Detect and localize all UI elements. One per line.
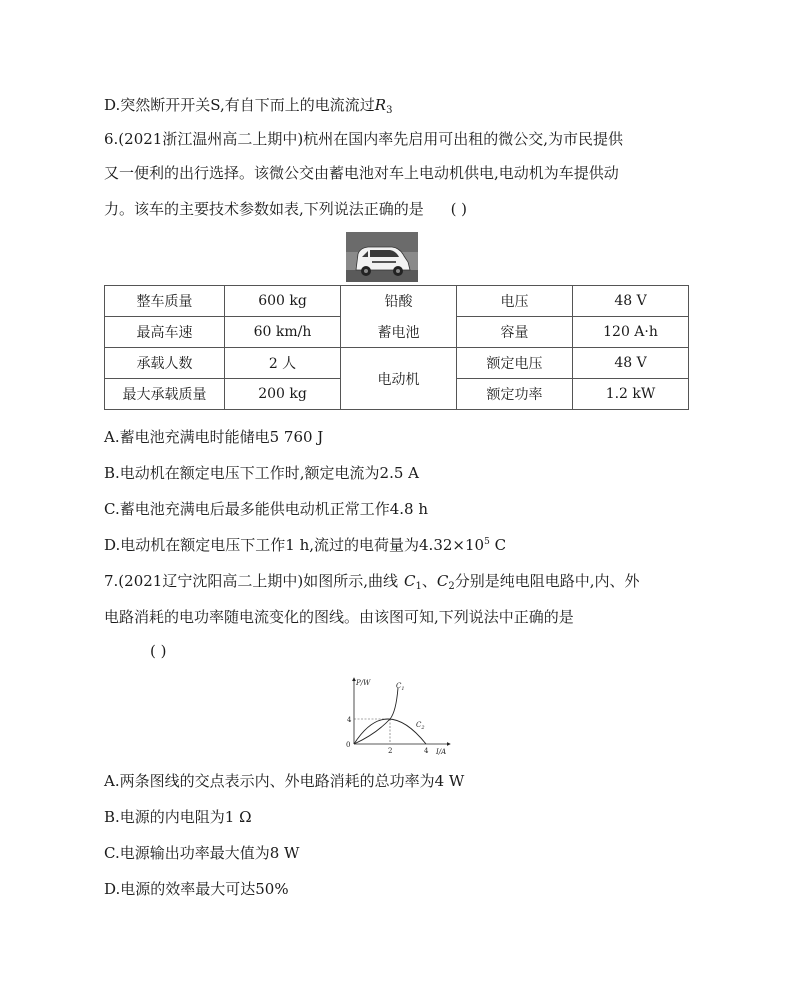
table-cell: 整车质量 <box>105 286 225 317</box>
table-cell: 铅酸 <box>341 286 457 317</box>
table-cell: 蓄电池 <box>341 317 457 348</box>
table-cell: 60 km/h <box>225 317 341 348</box>
q7-option-c: C.电源输出功率最大值为8 W <box>104 844 300 862</box>
table-cell: 额定电压 <box>457 348 573 379</box>
x-tick-label: 2 <box>388 747 393 755</box>
q6-option-a: A.蓄电池充满电时能储电5 760 J <box>104 428 324 446</box>
table-cell: 2 人 <box>225 348 341 379</box>
table-cell: 600 kg <box>225 286 341 317</box>
table-cell: 承载人数 <box>105 348 225 379</box>
q7-option-b: B.电源的内电阻为1 Ω <box>104 808 252 826</box>
table-cell: 48 V <box>573 286 689 317</box>
y-tick-label: 4 <box>347 716 352 724</box>
power-current-graph <box>336 674 456 758</box>
curve-c1-label: $C_1$ <box>396 682 405 692</box>
table-row <box>105 286 689 317</box>
car-photo <box>346 232 418 282</box>
table-cell: 200 kg <box>225 379 341 410</box>
q7-stem-line1: 7.(2021辽宁沈阳高二上期中)如图所示,曲线 $C_1$、$C_2$分别是纯电阻电路中,内、外 <box>104 572 640 592</box>
table-cell: 48 V <box>573 348 689 379</box>
q5-option-d: D.突然断开开关S,有自下而上的电流流过$R_3$ <box>104 96 393 116</box>
table-cell: 电压 <box>457 286 573 317</box>
table-cell: 电动机 <box>341 348 457 410</box>
x-axis-label: I/A <box>436 748 447 756</box>
table-cell: 容量 <box>457 317 573 348</box>
table-cell: 额定功率 <box>457 379 573 410</box>
q6-answer-bracket: ( ) <box>450 200 468 218</box>
q7-answer-bracket: ( ) <box>150 642 167 660</box>
q7-stem-line2: 电路消耗的电功率随电流变化的图线。由该图可知,下列说法中正确的是 <box>104 608 574 626</box>
curve-c2-label: $C_2$ <box>416 721 425 731</box>
q6-stem-line3: 力。该车的主要技术参数如表,下列说法正确的是 ( ) <box>104 200 468 218</box>
table-row <box>105 348 689 379</box>
table-cell: 最高车速 <box>105 317 225 348</box>
origin-label: 0 <box>346 741 351 749</box>
table-cell: 最大承载质量 <box>105 379 225 410</box>
q6-option-c: C.蓄电池充满电后最多能供电动机正常工作4.8 h <box>104 500 428 518</box>
q6-stem-line2: 又一便利的出行选择。该微公交由蓄电池对车上电动机供电,电动机为车提供动 <box>104 164 619 182</box>
q6-stem-line1: 6.(2021浙江温州高二上期中)杭州在国内率先启用可出租的微公交,为市民提供 <box>104 130 623 148</box>
q6-option-b: B.电动机在额定电压下工作时,额定电流为2.5 A <box>104 464 420 482</box>
q6-option-d: D.电动机在额定电压下工作1 h,流过的电荷量为$4.32\times 10^5$ C <box>104 536 507 554</box>
table-cell: 120 A·h <box>573 317 689 348</box>
x-tick-label: 4 <box>424 747 429 755</box>
spec-table <box>104 285 689 410</box>
table-cell: 1.2 kW <box>573 379 689 410</box>
table-row <box>105 317 689 348</box>
q7-option-d: D.电源的效率最大可达50% <box>104 880 289 898</box>
curve-c1 <box>354 688 398 744</box>
q7-option-a: A.两条图线的交点表示内、外电路消耗的总功率为4 W <box>104 772 465 790</box>
y-axis-label: P/W <box>356 679 371 687</box>
